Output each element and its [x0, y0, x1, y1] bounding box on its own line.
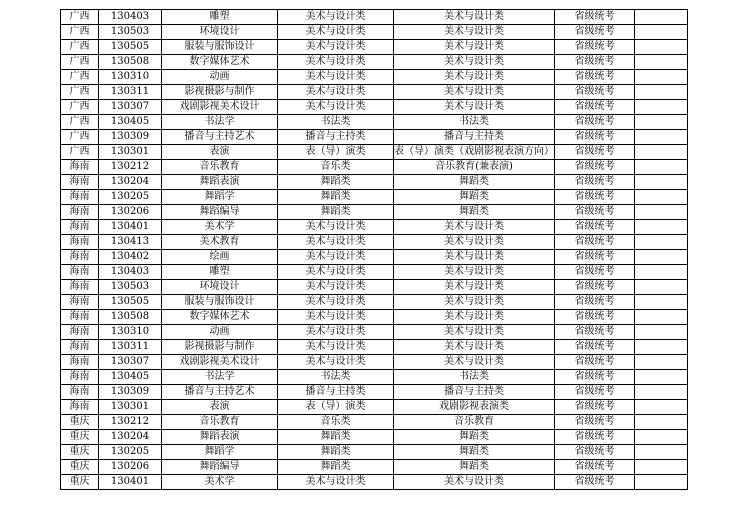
exam-category-cell: 美术与设计类 — [394, 25, 555, 40]
major-code-cell: 130503 — [99, 25, 162, 40]
exam-category-cell: 美术与设计类 — [394, 235, 555, 250]
table-row — [61, 415, 688, 430]
major-name-cell: 表演 — [162, 400, 278, 415]
major-category-cell: 美术与设计类 — [278, 85, 394, 100]
note-cell — [635, 370, 688, 385]
table-row — [61, 55, 688, 70]
major-category-cell: 美术与设计类 — [278, 235, 394, 250]
major-category-cell: 音乐类 — [278, 415, 394, 430]
major-code-cell: 130508 — [99, 310, 162, 325]
table-row — [61, 325, 688, 340]
exam-category-cell: 播音与主持类 — [394, 385, 555, 400]
major-code-cell: 130401 — [99, 220, 162, 235]
major-name-cell: 书法学 — [162, 370, 278, 385]
major-name-cell: 戏剧影视美术设计 — [162, 355, 278, 370]
table-row — [61, 205, 688, 220]
exam-type-cell: 省级统考 — [555, 385, 635, 400]
major-name-cell: 音乐教育 — [162, 160, 278, 175]
exam-type-cell: 省级统考 — [555, 355, 635, 370]
note-cell — [635, 445, 688, 460]
major-category-cell: 美术与设计类 — [278, 55, 394, 70]
table-row — [61, 400, 688, 415]
major-category-cell: 舞蹈类 — [278, 460, 394, 475]
major-code-cell: 130402 — [99, 250, 162, 265]
major-code-cell: 130505 — [99, 40, 162, 55]
major-category-cell: 美术与设计类 — [278, 355, 394, 370]
exam-type-cell: 省级统考 — [555, 70, 635, 85]
major-category-cell: 美术与设计类 — [278, 475, 394, 490]
table-row — [61, 370, 688, 385]
major-category-cell: 表（导）演类 — [278, 400, 394, 415]
major-code-cell: 130310 — [99, 70, 162, 85]
province-cell: 海南 — [61, 235, 99, 250]
exam-type-cell: 省级统考 — [555, 40, 635, 55]
table-row — [61, 10, 688, 25]
major-name-cell: 环境设计 — [162, 25, 278, 40]
exam-category-cell: 音乐教育(兼表演) — [394, 160, 555, 175]
province-cell: 海南 — [61, 250, 99, 265]
exam-category-cell: 美术与设计类 — [394, 355, 555, 370]
major-category-cell: 美术与设计类 — [278, 310, 394, 325]
exam-type-cell: 省级统考 — [555, 310, 635, 325]
province-cell: 重庆 — [61, 475, 99, 490]
major-category-cell: 美术与设计类 — [278, 325, 394, 340]
table-row — [61, 160, 688, 175]
note-cell — [635, 100, 688, 115]
exam-category-cell: 美术与设计类 — [394, 85, 555, 100]
major-category-cell: 舞蹈类 — [278, 190, 394, 205]
province-cell: 海南 — [61, 310, 99, 325]
province-cell: 海南 — [61, 190, 99, 205]
note-cell — [635, 265, 688, 280]
exam-category-cell: 美术与设计类 — [394, 40, 555, 55]
exam-category-cell: 舞蹈类 — [394, 430, 555, 445]
major-code-cell: 130212 — [99, 160, 162, 175]
note-cell — [635, 160, 688, 175]
note-cell — [635, 460, 688, 475]
province-cell: 海南 — [61, 265, 99, 280]
exam-category-cell: 戏剧影视表演类 — [394, 400, 555, 415]
province-cell: 广西 — [61, 130, 99, 145]
exam-type-cell: 省级统考 — [555, 340, 635, 355]
province-cell: 海南 — [61, 340, 99, 355]
exam-type-cell: 省级统考 — [555, 415, 635, 430]
major-category-cell: 书法类 — [278, 115, 394, 130]
major-name-cell: 播音与主持艺术 — [162, 385, 278, 400]
exam-type-cell: 省级统考 — [555, 445, 635, 460]
major-name-cell: 播音与主持艺术 — [162, 130, 278, 145]
note-cell — [635, 235, 688, 250]
major-code-cell: 130307 — [99, 100, 162, 115]
exam-category-cell: 美术与设计类 — [394, 55, 555, 70]
note-cell — [635, 175, 688, 190]
major-category-cell: 美术与设计类 — [278, 10, 394, 25]
major-name-cell: 表演 — [162, 145, 278, 160]
major-name-cell: 服装与服饰设计 — [162, 40, 278, 55]
table-row — [61, 295, 688, 310]
table-row — [61, 115, 688, 130]
major-code-cell: 130508 — [99, 55, 162, 70]
major-name-cell: 美术教育 — [162, 235, 278, 250]
major-code-cell: 130310 — [99, 325, 162, 340]
exam-type-cell: 省级统考 — [555, 460, 635, 475]
table-row — [61, 340, 688, 355]
table-row — [61, 475, 688, 490]
note-cell — [635, 220, 688, 235]
exam-type-cell: 省级统考 — [555, 220, 635, 235]
exam-category-cell: 美术与设计类 — [394, 250, 555, 265]
major-name-cell: 舞蹈表演 — [162, 175, 278, 190]
major-name-cell: 舞蹈表演 — [162, 430, 278, 445]
major-category-cell: 音乐类 — [278, 160, 394, 175]
major-category-cell: 播音与主持类 — [278, 385, 394, 400]
note-cell — [635, 40, 688, 55]
major-category-cell: 书法类 — [278, 370, 394, 385]
exam-category-cell: 美术与设计类 — [394, 295, 555, 310]
table-row — [61, 130, 688, 145]
province-cell: 广西 — [61, 145, 99, 160]
note-cell — [635, 310, 688, 325]
note-cell — [635, 190, 688, 205]
exam-category-cell: 美术与设计类 — [394, 100, 555, 115]
major-code-cell: 130301 — [99, 145, 162, 160]
major-name-cell: 服装与服饰设计 — [162, 295, 278, 310]
exam-category-cell: 美术与设计类 — [394, 220, 555, 235]
major-code-cell: 130311 — [99, 340, 162, 355]
major-name-cell: 数字媒体艺术 — [162, 310, 278, 325]
table-row — [61, 430, 688, 445]
exam-category-cell: 书法类 — [394, 115, 555, 130]
major-code-cell: 130503 — [99, 280, 162, 295]
exam-category-cell: 舞蹈类 — [394, 460, 555, 475]
major-name-cell: 雕塑 — [162, 10, 278, 25]
major-category-cell: 播音与主持类 — [278, 130, 394, 145]
major-name-cell: 戏剧影视美术设计 — [162, 100, 278, 115]
note-cell — [635, 10, 688, 25]
note-cell — [635, 145, 688, 160]
exam-type-cell: 省级统考 — [555, 430, 635, 445]
table-row — [61, 220, 688, 235]
table-row — [61, 85, 688, 100]
major-name-cell: 美术学 — [162, 475, 278, 490]
note-cell — [635, 280, 688, 295]
major-name-cell: 音乐教育 — [162, 415, 278, 430]
major-code-cell: 130205 — [99, 190, 162, 205]
province-cell: 重庆 — [61, 460, 99, 475]
note-cell — [635, 25, 688, 40]
exam-type-cell: 省级统考 — [555, 25, 635, 40]
province-cell: 重庆 — [61, 415, 99, 430]
note-cell — [635, 325, 688, 340]
note-cell — [635, 430, 688, 445]
province-cell: 海南 — [61, 160, 99, 175]
major-code-cell: 130405 — [99, 115, 162, 130]
major-code-cell: 130505 — [99, 295, 162, 310]
exam-category-cell: 美术与设计类 — [394, 70, 555, 85]
major-name-cell: 美术学 — [162, 220, 278, 235]
major-name-cell: 动画 — [162, 325, 278, 340]
exam-category-cell: 舞蹈类 — [394, 190, 555, 205]
note-cell — [635, 295, 688, 310]
table-row — [61, 175, 688, 190]
major-category-cell: 美术与设计类 — [278, 250, 394, 265]
province-cell: 重庆 — [61, 430, 99, 445]
major-name-cell: 舞蹈学 — [162, 190, 278, 205]
major-category-cell: 美术与设计类 — [278, 265, 394, 280]
major-category-cell: 美术与设计类 — [278, 40, 394, 55]
province-cell: 广西 — [61, 100, 99, 115]
major-code-cell: 130401 — [99, 475, 162, 490]
table-row — [61, 250, 688, 265]
exam-category-cell: 舞蹈类 — [394, 445, 555, 460]
major-category-cell: 美术与设计类 — [278, 25, 394, 40]
major-category-cell: 舞蹈类 — [278, 175, 394, 190]
province-cell: 广西 — [61, 115, 99, 130]
major-name-cell: 舞蹈编导 — [162, 205, 278, 220]
exam-type-cell: 省级统考 — [555, 160, 635, 175]
exam-category-cell: 播音与主持类 — [394, 130, 555, 145]
table-row — [61, 145, 688, 160]
exam-type-cell: 省级统考 — [555, 265, 635, 280]
major-code-cell: 130205 — [99, 445, 162, 460]
major-code-cell: 130405 — [99, 370, 162, 385]
note-cell — [635, 70, 688, 85]
note-cell — [635, 340, 688, 355]
province-cell: 海南 — [61, 400, 99, 415]
major-code-cell: 130301 — [99, 400, 162, 415]
note-cell — [635, 475, 688, 490]
exam-type-cell: 省级统考 — [555, 325, 635, 340]
province-cell: 广西 — [61, 85, 99, 100]
major-code-cell: 130413 — [99, 235, 162, 250]
major-category-cell: 美术与设计类 — [278, 70, 394, 85]
note-cell — [635, 355, 688, 370]
table-row — [61, 460, 688, 475]
table-row — [61, 235, 688, 250]
major-name-cell: 舞蹈编导 — [162, 460, 278, 475]
major-category-cell: 美术与设计类 — [278, 295, 394, 310]
major-category-cell: 舞蹈类 — [278, 430, 394, 445]
major-category-cell: 舞蹈类 — [278, 445, 394, 460]
note-cell — [635, 205, 688, 220]
exam-category-cell: 美术与设计类 — [394, 265, 555, 280]
major-code-cell: 130206 — [99, 205, 162, 220]
table-row — [61, 385, 688, 400]
major-name-cell: 动画 — [162, 70, 278, 85]
table-row — [61, 280, 688, 295]
major-code-cell: 130403 — [99, 10, 162, 25]
exam-type-cell: 省级统考 — [555, 400, 635, 415]
exam-type-cell: 省级统考 — [555, 55, 635, 70]
exam-type-cell: 省级统考 — [555, 475, 635, 490]
province-cell: 海南 — [61, 325, 99, 340]
exam-category-cell: 美术与设计类 — [394, 475, 555, 490]
table-row — [61, 310, 688, 325]
exam-type-cell: 省级统考 — [555, 85, 635, 100]
major-category-cell: 美术与设计类 — [278, 100, 394, 115]
exam-type-cell: 省级统考 — [555, 205, 635, 220]
exam-category-cell: 书法类 — [394, 370, 555, 385]
exam-category-cell: 舞蹈类 — [394, 175, 555, 190]
exam-type-cell: 省级统考 — [555, 280, 635, 295]
table-row — [61, 190, 688, 205]
table-row — [61, 100, 688, 115]
note-cell — [635, 55, 688, 70]
province-cell: 重庆 — [61, 445, 99, 460]
exam-category-cell: 音乐教育 — [394, 415, 555, 430]
major-name-cell: 舞蹈学 — [162, 445, 278, 460]
note-cell — [635, 115, 688, 130]
note-cell — [635, 130, 688, 145]
province-cell: 海南 — [61, 355, 99, 370]
major-name-cell: 书法学 — [162, 115, 278, 130]
major-name-cell: 环境设计 — [162, 280, 278, 295]
province-cell: 海南 — [61, 220, 99, 235]
province-cell: 海南 — [61, 370, 99, 385]
major-category-cell: 表（导）演类 — [278, 145, 394, 160]
province-cell: 海南 — [61, 295, 99, 310]
major-code-cell: 130212 — [99, 415, 162, 430]
exam-category-cell: 美术与设计类 — [394, 280, 555, 295]
exam-type-cell: 省级统考 — [555, 235, 635, 250]
province-cell: 海南 — [61, 280, 99, 295]
table-row — [61, 25, 688, 40]
exam-type-cell: 省级统考 — [555, 130, 635, 145]
exam-type-cell: 省级统考 — [555, 100, 635, 115]
province-cell: 广西 — [61, 25, 99, 40]
major-name-cell: 数字媒体艺术 — [162, 55, 278, 70]
exam-type-cell: 省级统考 — [555, 145, 635, 160]
exam-type-cell: 省级统考 — [555, 10, 635, 25]
province-cell: 海南 — [61, 175, 99, 190]
exam-category-cell: 美术与设计类 — [394, 325, 555, 340]
major-code-cell: 130309 — [99, 385, 162, 400]
exam-category-cell: 美术与设计类 — [394, 10, 555, 25]
major-category-cell: 美术与设计类 — [278, 280, 394, 295]
major-code-cell: 130204 — [99, 430, 162, 445]
note-cell — [635, 415, 688, 430]
note-cell — [635, 85, 688, 100]
major-code-cell: 130307 — [99, 355, 162, 370]
province-cell: 海南 — [61, 385, 99, 400]
major-category-cell: 美术与设计类 — [278, 220, 394, 235]
exam-category-cell: 美术与设计类 — [394, 340, 555, 355]
major-category-cell: 舞蹈类 — [278, 205, 394, 220]
exam-type-cell: 省级统考 — [555, 115, 635, 130]
note-cell — [635, 400, 688, 415]
note-cell — [635, 250, 688, 265]
exam-category-cell: 表（导）演类（戏剧影视表演方向） — [394, 145, 555, 160]
major-code-cell: 130204 — [99, 175, 162, 190]
note-cell — [635, 385, 688, 400]
major-name-cell: 雕塑 — [162, 265, 278, 280]
table-row — [61, 70, 688, 85]
province-cell: 广西 — [61, 10, 99, 25]
major-code-cell: 130403 — [99, 265, 162, 280]
major-code-cell: 130206 — [99, 460, 162, 475]
exam-type-cell: 省级统考 — [555, 190, 635, 205]
major-name-cell: 影视摄影与制作 — [162, 85, 278, 100]
major-code-cell: 130309 — [99, 130, 162, 145]
exam-type-cell: 省级统考 — [555, 370, 635, 385]
table-body — [61, 10, 688, 490]
table-row — [61, 265, 688, 280]
province-cell: 海南 — [61, 205, 99, 220]
major-name-cell: 绘画 — [162, 250, 278, 265]
admissions-table — [60, 9, 688, 490]
major-category-cell: 美术与设计类 — [278, 340, 394, 355]
major-code-cell: 130311 — [99, 85, 162, 100]
table-row — [61, 40, 688, 55]
table-row — [61, 355, 688, 370]
province-cell: 广西 — [61, 55, 99, 70]
exam-category-cell: 舞蹈类 — [394, 205, 555, 220]
exam-type-cell: 省级统考 — [555, 295, 635, 310]
exam-category-cell: 美术与设计类 — [394, 310, 555, 325]
exam-type-cell: 省级统考 — [555, 250, 635, 265]
province-cell: 广西 — [61, 40, 99, 55]
province-cell: 广西 — [61, 70, 99, 85]
table-row — [61, 445, 688, 460]
exam-type-cell: 省级统考 — [555, 175, 635, 190]
major-name-cell: 影视摄影与制作 — [162, 340, 278, 355]
